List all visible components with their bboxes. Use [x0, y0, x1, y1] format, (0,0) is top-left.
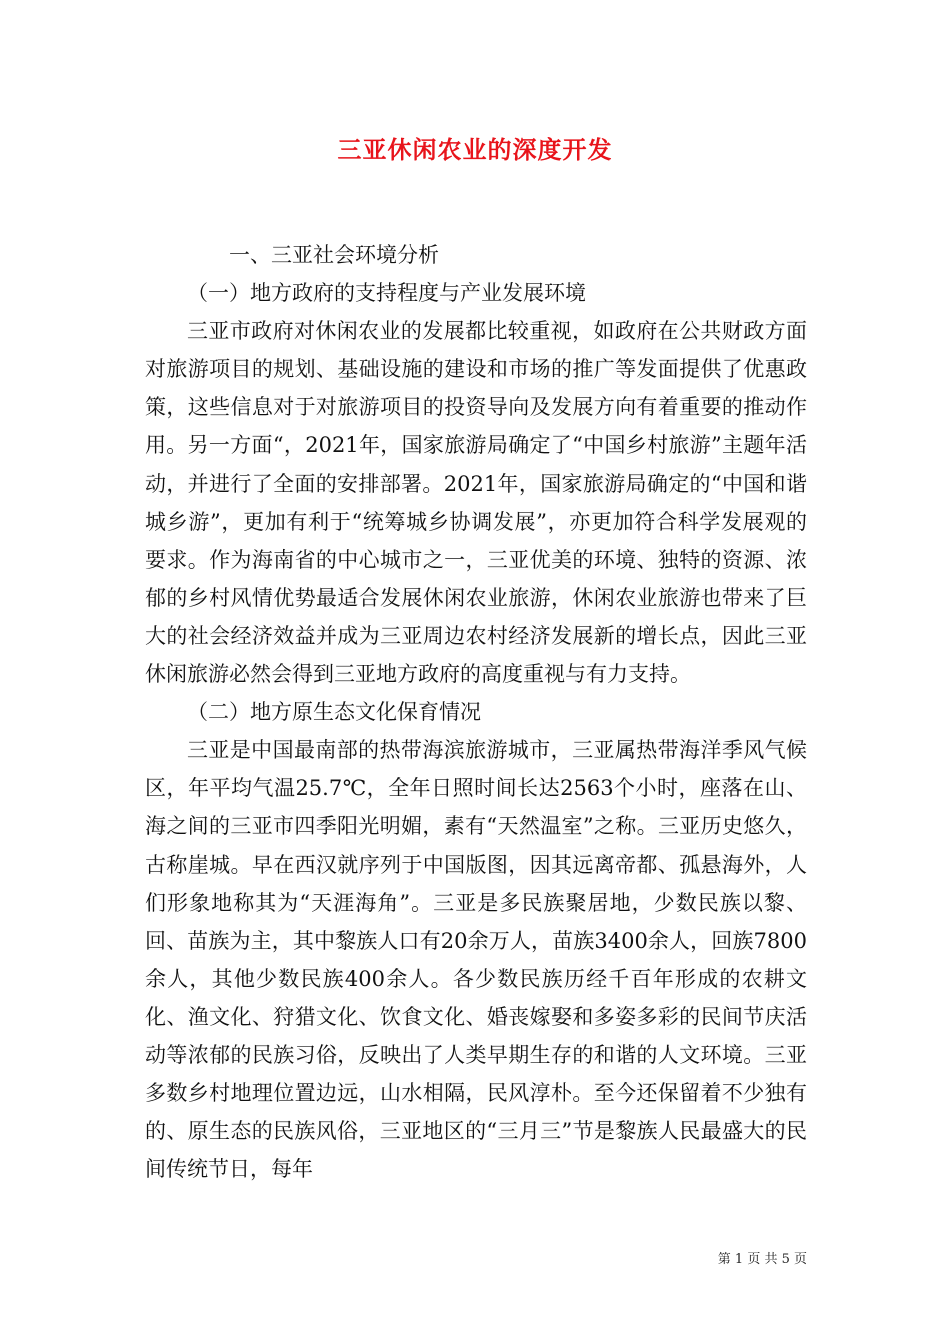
- page-number: 第 1 页 共 5 页: [717, 1252, 807, 1267]
- section2-heading: （二）地方原生态文化保育情况: [187, 700, 481, 725]
- section1-heading: （一）地方政府的支持程度与产业发展环境: [187, 281, 586, 306]
- section1-paragraph: 三亚市政府对休闲农业的发展都比较重视，如政府在公共财政方面对旅游项目的规划、基础设施的建设和市场的推广等发面提供了优惠政策，这些信息对于对旅游项目的投资导向及发展方向有着重要的推动作用。另一方面“，2021年，国家旅游局确定了“中国乡村旅游”主题年活动，并进行了全面的安排部署。2021年，国家旅游局确定的“中国和谐城乡游”，更加有利于“统筹城乡协调发展”，亦更加符合科学发展观的要求。作为海南省的中心城市之一，三亚优美的环境、独特的资源、浓郁的乡村风情优势最适合发展休闲农业旅游，休闲农业旅游也带来了巨大的社会经济效益并成为三亚周边农村经济发展新的增长点，因此三亚休闲旅游必然会得到三亚地方政府的高度重视与有力支持。: [145, 319, 807, 687]
- document-title: 三亚休闲农业的深度开发: [337, 135, 613, 164]
- heading-level1: 一、三亚社会环境分析: [229, 243, 439, 267]
- document-body: [145, 236, 807, 1188]
- section2-paragraph: 三亚是中国最南部的热带海滨旅游城市，三亚属热带海洋季风气候区，年平均气温25.7℃，全年日照时间长达2563个小时，座落在山、海之间的三亚市四季阳光明媚，素有“天然温室”之称。三亚历史悠久，古称崖城。早在西汉就序列于中国版图，因其远离帝都、孤悬海外，人们形象地称其为“天涯海角”。三亚是多民族聚居地，少数民族以黎、回、苗族为主，其中黎族人口有20余万人，苗族3400余人，回族7800余人，其他少数民族400余人。各少数民族历经千百年形成的农耕文化、渔文化、狩猎文化、饮食文化、婚丧嫁娶和多姿多彩的民间节庆活动等浓郁的民族习俗，反映出了人类早期生存的和谐的人文环境。三亚多数乡村地理位置边远，山水相隔，民风淳朴。至今还保留着不少独有的、原生态的民族风俗，三亚地区的“三月三”节是黎族人民最盛大的民间传统节日，每年: [145, 738, 807, 1182]
